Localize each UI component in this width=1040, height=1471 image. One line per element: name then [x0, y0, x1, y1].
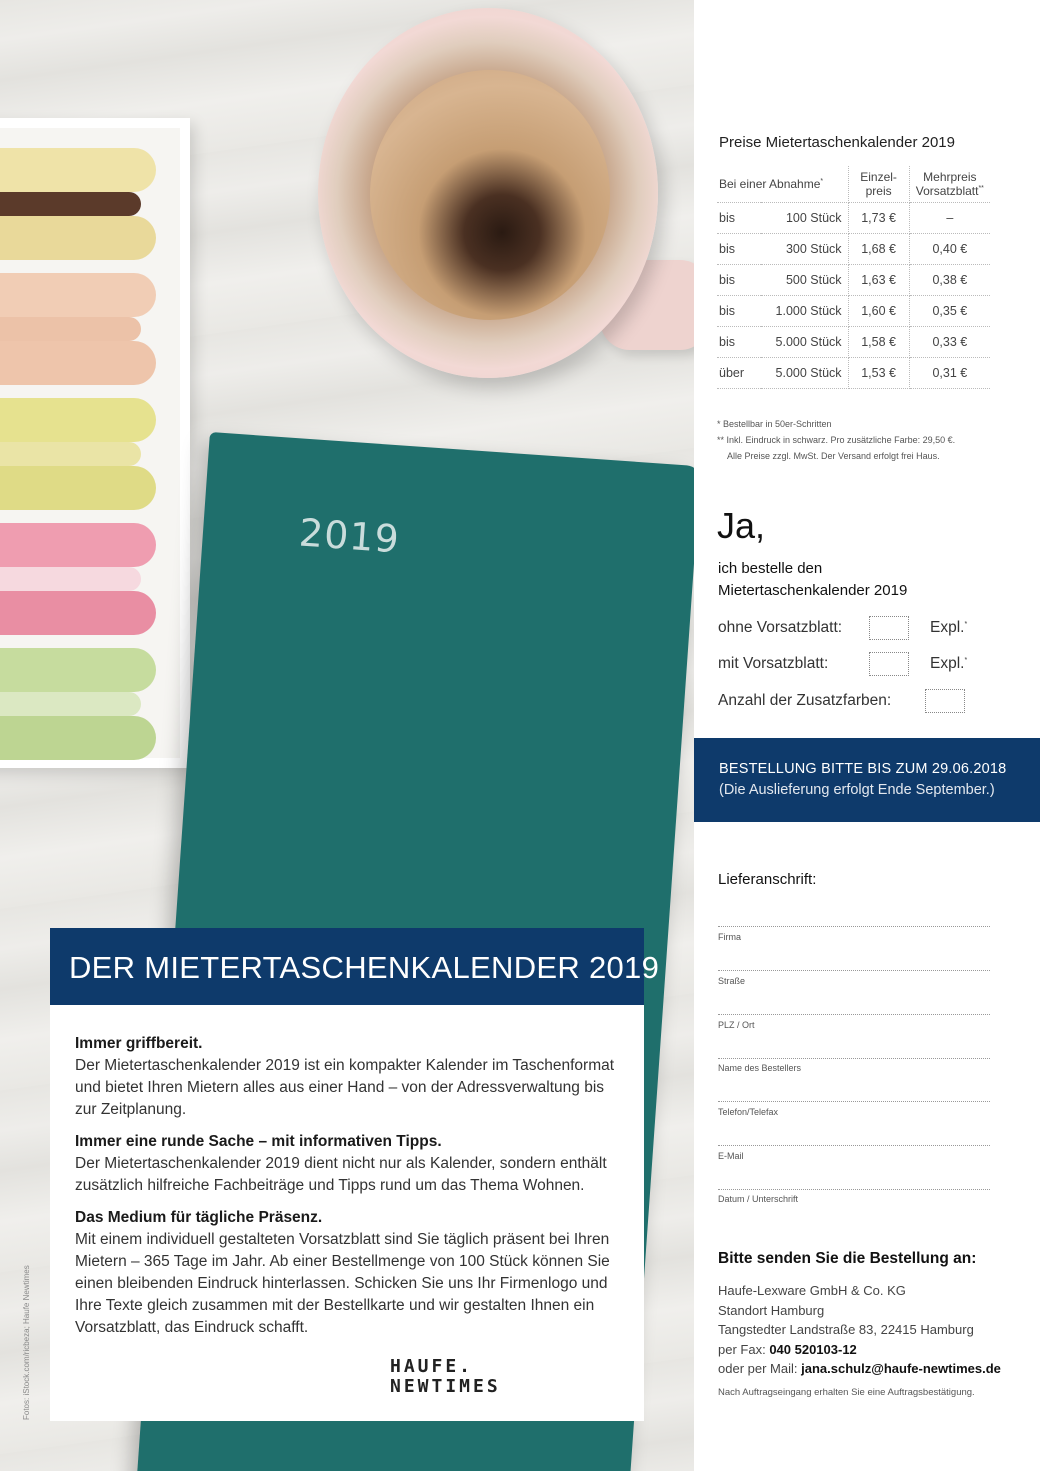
deadline-banner: [694, 738, 1040, 822]
footnote: Alle Preise zzgl. MwSt. Der Versand erfolgt frei Haus.: [727, 451, 940, 461]
deadline-note: (Die Auslieferung erfolgt Ende September.): [719, 782, 995, 798]
address-label: E-Mail: [718, 1151, 744, 1161]
macaron-yellow: [0, 148, 156, 260]
order-ja: Ja,: [717, 505, 766, 546]
price-table-title: Preise Mietertaschenkalender 2019: [719, 134, 955, 151]
deadline-date: BESTELLUNG BITTE BIS ZUM 29.06.2018: [719, 761, 1007, 777]
address-label: Straße: [718, 976, 746, 986]
send-fax: per Fax: 040 520103-12: [718, 1341, 857, 1357]
price-table: [717, 166, 990, 389]
header-unit-price: Einzel- preis: [848, 166, 909, 203]
section-praesenz: [75, 1207, 625, 1339]
address-label: PLZ / Ort: [718, 1020, 755, 1030]
quantity-without-input[interactable]: [869, 616, 909, 640]
expl-label: Expl.*: [930, 619, 968, 636]
address-line-name[interactable]: [718, 1058, 990, 1059]
order-colors-label: Anzahl der Zusatzfarben:: [718, 692, 892, 709]
expl-label: Expl.*: [930, 655, 968, 672]
section-heading: Das Medium für tägliche Präsenz.: [75, 1209, 323, 1226]
address-label: Datum / Unterschrift: [718, 1194, 799, 1204]
order-column: [694, 0, 1040, 1471]
footnote: * Bestellbar in 50er-Schritten: [717, 419, 832, 429]
table-row: bis 300 Stück 1,68 € 0,40 €: [717, 234, 990, 265]
order-without-label: ohne Vorsatzblatt:: [718, 619, 843, 636]
address-line-email[interactable]: [718, 1145, 990, 1146]
table-row: bis 500 Stück 1,63 € 0,38 €: [717, 265, 990, 296]
extra-colors-input[interactable]: [925, 689, 965, 713]
section-heading: Immer eine runde Sache – mit informativen Tipps.: [75, 1133, 442, 1150]
send-address: [718, 1281, 1001, 1379]
table-row: über 5.000 Stück 1,53 € 0,31 €: [717, 358, 990, 389]
address-label: Firma: [718, 932, 741, 942]
send-note: Nach Auftragseingang erhalten Sie eine Auftragsbestätigung.: [718, 1387, 975, 1398]
content-box: [50, 1005, 644, 1421]
section-tipps: [75, 1131, 625, 1197]
page-title: DER MIETERTASCHENKALENDER 2019: [69, 950, 660, 985]
address-line-phone[interactable]: [718, 1101, 990, 1102]
footnote: ** Inkl. Eindruck in schwarz. Pro zusätzliche Farbe: 29,50 €.: [717, 435, 956, 445]
address-line-street[interactable]: [718, 970, 990, 971]
brand-logo: [390, 1357, 501, 1397]
macaron-lime: [0, 398, 156, 510]
address-label: Name des Bestellers: [718, 1063, 802, 1073]
send-title: Bitte senden Sie die Bestellung an:: [718, 1250, 977, 1267]
price-footnotes: [717, 416, 955, 464]
address-line-signature[interactable]: [718, 1189, 990, 1190]
header-quantity: Bei einer Abnahme*: [717, 166, 848, 203]
section-text: Der Mietertaschenkalender 2019 ist ein kompakter Kalender im Taschenformat und bietet Ihren Mietern alles aus einer Hand – von der Adressverwaltung bis zur Zeitplanung.: [75, 1057, 615, 1118]
macaron-peach: [0, 273, 156, 385]
address-title: Lieferanschrift:: [718, 871, 817, 888]
table-row: bis 1.000 Stück 1,60 € 0,35 €: [717, 296, 990, 327]
section-text: Der Mietertaschenkalender 2019 dient nicht nur als Kalender, sondern enthält zusätzlich hilfreiche Fachbeiträge und Tipps rund um das Thema Wohnen.: [75, 1155, 607, 1194]
quantity-with-input[interactable]: [869, 652, 909, 676]
order-subtitle: ich bestelle den Mietertaschenkalender 2019: [718, 560, 908, 599]
notebook-year: 2019: [297, 510, 402, 562]
coffee-foam: [370, 70, 610, 320]
send-mail[interactable]: oder per Mail: jana.schulz@haufe-newtimes.de: [718, 1361, 1001, 1376]
address-line-company[interactable]: [718, 926, 990, 927]
brand-line-2: NEWTIMES: [390, 1376, 501, 1397]
macaron-pink: [0, 523, 156, 635]
macaron-box: [0, 118, 190, 768]
title-bar: [50, 928, 660, 1005]
table-row: bis 100 Stück 1,73 € –: [717, 203, 990, 234]
address-line-city[interactable]: [718, 1014, 990, 1015]
price-table-header: [717, 166, 990, 203]
macaron-green: [0, 648, 156, 760]
send-company: Haufe-Lexware GmbH & Co. KG: [718, 1283, 906, 1298]
send-location: Standort Hamburg: [718, 1302, 825, 1318]
order-with-label: mit Vorsatzblatt:: [718, 655, 829, 672]
address-label: Telefon/Telefax: [718, 1107, 779, 1117]
section-heading: Immer griffbereit.: [75, 1035, 203, 1052]
photo-credit: Fotos: iStock.com/ricbeza; Haufe Newtimes: [22, 1265, 31, 1420]
section-text: Mit einem individuell gestalteten Vorsatzblatt sind Sie täglich präsent bei Ihren Mietern – 365 Tage im Jahr. Ab einer Bestellmenge von 100 Stück können Sie einen bleibenden Eindruck hinterlassen. Schicken Sie uns Ihr Firmenlogo und Ihre Texte gleich zusammen mit der Bestellkarte und wir gestalten Ihnen ein Vorsatzblatt, das Eindruck schafft.: [75, 1231, 610, 1336]
send-street: Tangstedter Landstraße 83, 22415 Hamburg: [718, 1322, 974, 1337]
brand-line-1: HAUFE.: [390, 1356, 474, 1377]
header-extra-price: Mehrpreis Vorsatzblatt**: [909, 166, 990, 203]
section-griffbereit: [75, 1033, 625, 1121]
table-row: bis 5.000 Stück 1,58 € 0,33 €: [717, 327, 990, 358]
